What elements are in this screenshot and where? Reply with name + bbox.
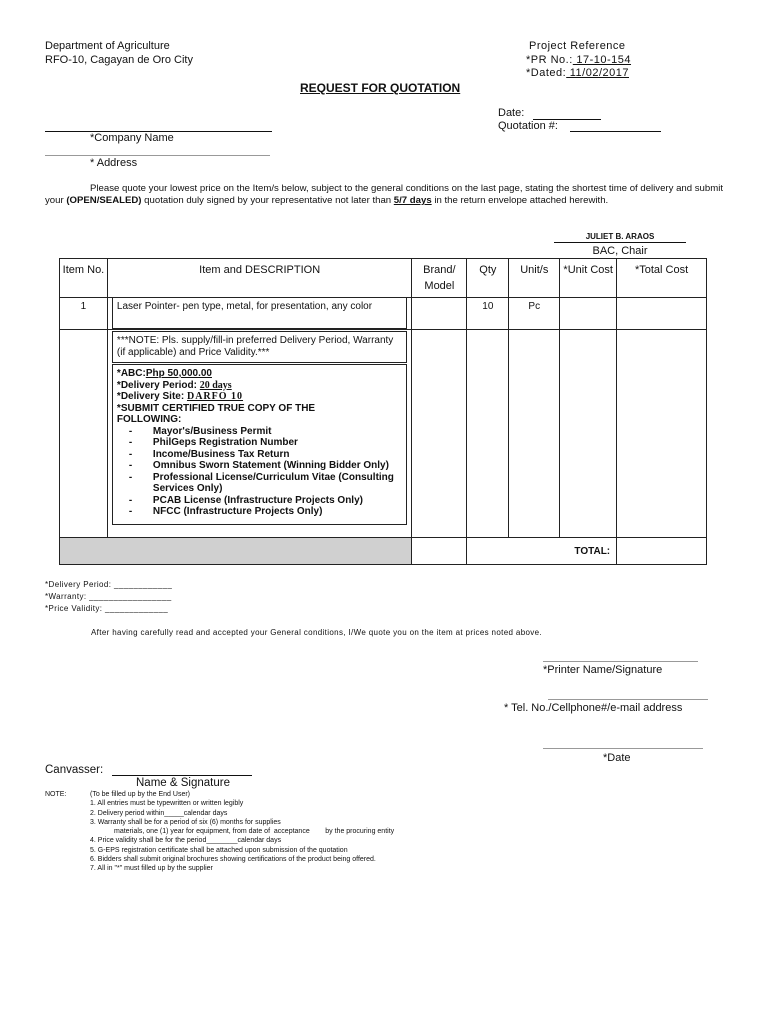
abc-box [112, 364, 408, 525]
notes-label: NOTE: [45, 791, 67, 798]
submit-instruction: *SUBMIT CERTIFIED TRUE COPY OF THE FOLLOWING: [116, 402, 316, 425]
supplier-note: ***NOTE: Pls. supply/fill-in preferred Delivery Period, Warranty (if applicable) and Price Validity.*** [112, 331, 408, 363]
price-validity-field[interactable]: *Price Validity: _____________ [45, 604, 169, 613]
details-unit-cell [509, 330, 560, 538]
notes-list [90, 790, 550, 874]
delivery-site-value: DARFO 10 [186, 391, 244, 402]
details-unit-cost-cell [560, 330, 617, 538]
date-signature-line[interactable] [543, 748, 703, 749]
acceptance-statement: After having carefully read and accepted your General conditions, I/We quote you on the item at prices noted above. [91, 628, 543, 637]
col-header-description: Item and DESCRIPTION [107, 259, 412, 298]
total-shaded-cell [60, 538, 412, 565]
canvasser-line[interactable] [112, 775, 252, 776]
list-item: - Mayor's/Business Permit [127, 426, 403, 438]
pr-date-label: *Dated: [526, 67, 567, 79]
note-line: 5. G-EPS registration certificate shall be attached upon submission of the quotation [90, 846, 348, 854]
delivery-period-line [117, 380, 403, 392]
quotation-field-label: Quotation #: [498, 120, 558, 132]
note-line: 1. All entries must be typewritten or written legibly [90, 800, 244, 808]
details-description-cell [107, 330, 412, 538]
bac-chair-name: JULIET B. ARAOS [554, 232, 686, 243]
details-brand-cell [412, 330, 467, 538]
item-qty: 10 [467, 298, 509, 330]
unit-cost-input[interactable] [560, 298, 617, 330]
contact-label: * Tel. No./Cellphone#/e-mail address [504, 702, 683, 714]
note-line: materials, one (1) year for equipment, from date of acceptance by the procuring entity [114, 828, 395, 836]
total-row [60, 538, 707, 565]
intro-text-3: in the return envelope attached herewith. [431, 195, 609, 206]
details-qty-cell [467, 330, 509, 538]
pr-date-value: 11/02/2017 [566, 67, 629, 79]
list-item: - Omnibus Sworn Statement (Winning Bidder Only) [127, 460, 403, 472]
canvasser-name-signature: Name & Signature [136, 777, 230, 789]
list-item: - PhilGeps Registration Number [127, 437, 403, 449]
note-line: 6. Bidders shall submit original brochures showing certifications of the product being offered. [90, 856, 376, 864]
bac-chair-title: BAC, Chair [592, 245, 648, 257]
item-description: Laser Pointer- pen type, metal, for presentation, any color [112, 298, 408, 329]
pr-date [526, 67, 629, 79]
note-line: 3. Warranty shall be for a period of six (6) months for supplies [90, 818, 281, 826]
department-name: Department of Agriculture [45, 40, 170, 52]
canvasser-label: Canvasser: [45, 764, 104, 776]
warranty-field[interactable]: *Warranty: _________________ [45, 592, 172, 601]
delivery-site-line [117, 391, 403, 403]
abc-label: *ABC: [116, 368, 146, 379]
quotation-field-line[interactable] [570, 131, 661, 132]
col-header-qty: Qty [467, 259, 509, 298]
requirements-list [117, 426, 403, 518]
abc-value: Php 50,000.00 [145, 368, 212, 379]
contact-line[interactable] [548, 699, 708, 700]
printer-signature-line[interactable] [543, 661, 698, 662]
project-reference-label: Project Reference [529, 40, 626, 52]
col-header-item-no: Item No. [60, 259, 108, 298]
col-header-total-cost: *Total Cost [617, 259, 707, 298]
intro-paragraph [45, 183, 729, 207]
intro-deadline: 5/7 days [393, 195, 432, 206]
quotation-table [59, 258, 707, 565]
delivery-period-label: *Delivery Period: [116, 379, 197, 391]
total-label: TOTAL: [467, 538, 617, 565]
pr-label: *PR No.: [526, 54, 573, 66]
pr-value: 17-10-154 [572, 54, 632, 66]
note-line: 7. All in "*" must filled up by the supplier [90, 865, 213, 873]
note-line: 4. Price validity shall be for the period________calendar days [90, 837, 282, 845]
item-number: 1 [60, 298, 108, 330]
intro-text-1: Please quote your lowest price on the Item/s below, subject to the general conditions on the last page, stating the shortest time of delivery and submit your [45, 183, 724, 206]
intro-text-2: quotation duly signed by your representative not later than [141, 195, 394, 206]
table-row [60, 298, 707, 330]
total-brand-cell [412, 538, 467, 565]
delivery-period-field[interactable]: *Delivery Period: ____________ [45, 580, 173, 589]
address-label: * Address [90, 157, 138, 169]
details-total-cost-cell [617, 330, 707, 538]
address-line[interactable] [45, 155, 270, 156]
note-line: (To be filled up by the End User) [90, 791, 190, 798]
delivery-site-label: *Delivery Site: [116, 391, 185, 402]
list-item: - Professional License/Curriculum Vitae (Consulting Services Only) [127, 472, 403, 495]
table-header-row [60, 259, 707, 298]
list-item: - PCAB License (Infrastructure Projects Only) [127, 495, 403, 507]
list-item: - NFCC (Infrastructure Projects Only) [127, 506, 403, 518]
item-description-cell [107, 298, 412, 330]
col-header-unit-cost: *Unit Cost [560, 259, 617, 298]
list-item: - Income/Business Tax Return [127, 449, 403, 461]
brand-model-input[interactable] [412, 298, 467, 330]
printer-name-label: *Printer Name/Signature [543, 664, 663, 676]
delivery-period-value: 20 days [199, 379, 232, 391]
col-header-brand-model: Brand/ Model [412, 259, 467, 298]
details-item-cell [60, 330, 108, 538]
date-label: *Date [603, 752, 631, 764]
intro-open-sealed: (OPEN/SEALED) [66, 195, 142, 206]
page-title: REQUEST FOR QUOTATION [300, 81, 461, 95]
col-header-unit: Unit/s [509, 259, 560, 298]
office-name: RFO-10, Cagayan de Oro City [45, 54, 193, 66]
abc-line [117, 368, 403, 380]
item-unit: Pc [509, 298, 560, 330]
date-field-label: Date: [498, 107, 525, 119]
pr-number [526, 54, 631, 66]
note-line: 2. Delivery period within_____calendar days [90, 809, 228, 817]
total-cost-input[interactable] [617, 298, 707, 330]
grand-total-input[interactable] [617, 538, 707, 565]
company-name-label: *Company Name [90, 132, 174, 144]
details-row [60, 330, 707, 538]
